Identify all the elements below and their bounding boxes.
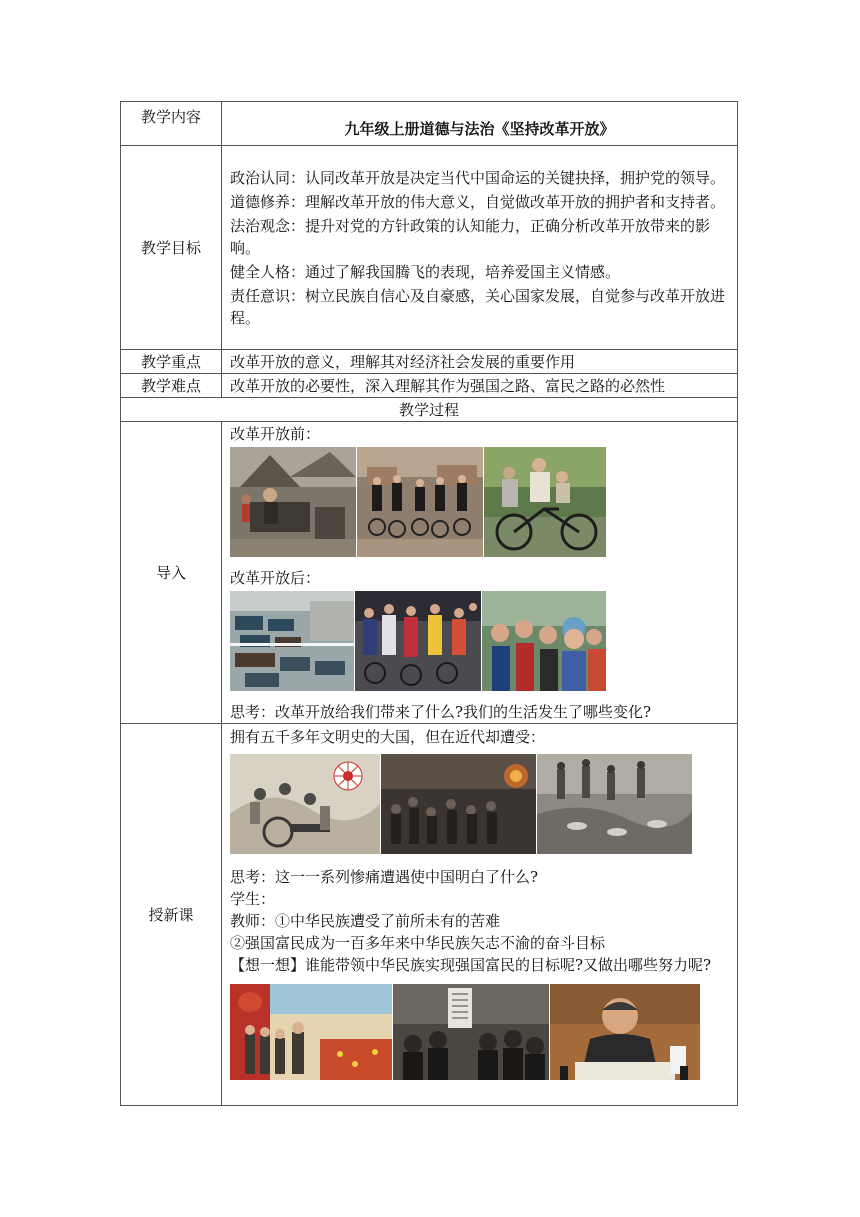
after-photo-children	[482, 591, 606, 691]
goals-row	[121, 146, 738, 350]
before-label: 改革开放前：	[230, 425, 321, 443]
focus-text: 改革开放的意义，理解其对经济社会发展的重要作用	[222, 350, 738, 374]
student-answer: 学生：	[230, 890, 276, 908]
goal-responsibility: 责任意识：树立民族自信心及自豪感，关心国家发展，自觉参与改革开放进程。	[230, 286, 726, 327]
difficulty-text: 改革开放的必要性，深入理解其作为强国之路、富民之路的必然性	[222, 374, 738, 398]
difficulty-label: 教学难点	[121, 374, 222, 398]
leader-photo-founding-ceremony	[230, 984, 392, 1080]
after-photo-crowd-bikes	[355, 591, 481, 691]
before-photo-family-bicycle	[484, 447, 606, 557]
difficulty-row	[121, 374, 738, 398]
teacher-point-2: ②强国富民成为一百多年来中华民族矢志不渝的奋斗目标	[230, 934, 606, 952]
lesson-plan-table	[120, 101, 738, 1106]
before-photo-cyclists	[357, 447, 483, 557]
goal-moral: 道德修养：理解改革开放的伟大意义，自觉做改革开放的拥护者和支持者。	[230, 192, 726, 211]
history-question: 思考：这一一系列惨痛遭遇使中国明白了什么?	[230, 868, 539, 886]
history-intro: 拥有五千多年文明史的大国，但在近代却遭受：	[230, 728, 546, 746]
before-photo-street-vendor	[230, 447, 356, 557]
lesson-title: 九年级上册道德与法治《坚持改革开放》	[222, 102, 738, 146]
goals-label: 教学目标	[121, 146, 222, 350]
history-photos	[230, 754, 729, 854]
teacher-point-1: 教师：①中华民族遭受了前所未有的苦难	[230, 912, 501, 930]
leader-photos	[230, 984, 729, 1080]
leader-photo-deng-xiaoping	[550, 984, 700, 1080]
goal-personality: 健全人格：通过了解我国腾飞的表现，培养爱国主义情感。	[230, 262, 621, 281]
new-lesson-cell	[222, 724, 738, 1106]
after-label: 改革开放后：	[230, 569, 321, 587]
process-row	[121, 398, 738, 422]
history-photo-massacre	[537, 754, 692, 854]
lesson-plan-page	[120, 101, 738, 1106]
think-prompt: 【想一想】谁能带领中华民族实现强国富民的目标呢?又做出哪些努力呢?	[230, 956, 712, 974]
after-photo-traffic	[230, 591, 354, 691]
history-photo-battlefield	[381, 754, 536, 854]
intro-cell	[222, 422, 738, 724]
intro-row	[121, 422, 738, 724]
intro-question: 思考：改革开放给我们带来了什么?我们的生活发生了哪些变化?	[230, 703, 652, 721]
intro-label: 导入	[121, 422, 222, 724]
focus-row	[121, 350, 738, 374]
new-lesson-label: 授新课	[121, 724, 222, 1106]
content-row	[121, 102, 738, 146]
focus-label: 教学重点	[121, 350, 222, 374]
goals-cell	[222, 146, 738, 350]
process-label: 教学过程	[121, 398, 738, 422]
goal-law: 法治观念：提升对党的方针政策的认知能力，正确分析改革开放带来的影响。	[230, 216, 711, 257]
new-lesson-row	[121, 724, 738, 1106]
content-label: 教学内容	[121, 102, 222, 146]
before-photos	[230, 447, 729, 557]
after-photos	[230, 591, 729, 691]
leader-photo-xiaogang-village	[393, 984, 549, 1080]
history-photo-war-painting	[230, 754, 380, 854]
goal-political: 政治认同：认同改革开放是决定当代中国命运的关键抉择，拥护党的领导。	[230, 168, 726, 187]
